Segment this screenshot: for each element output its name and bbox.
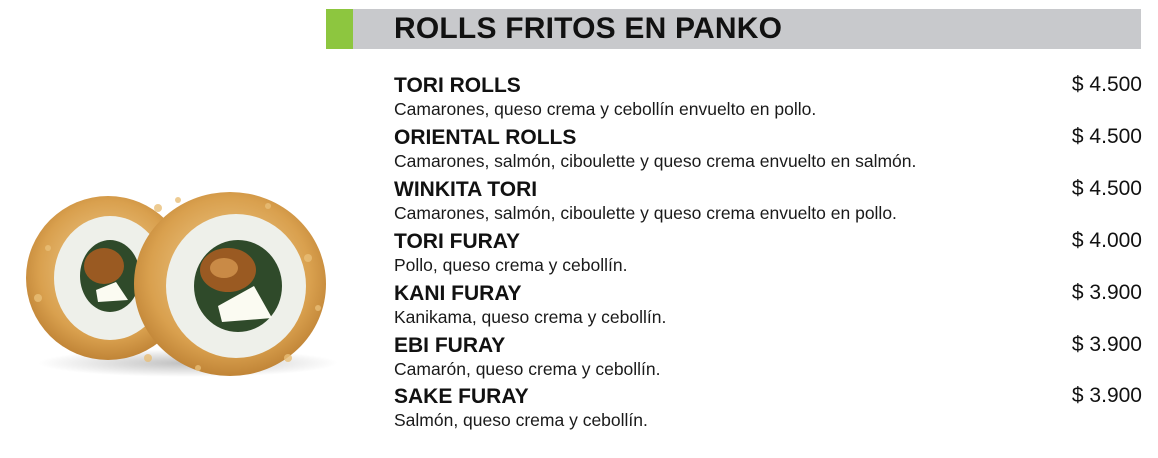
item-price: $ 3.900 bbox=[1071, 281, 1142, 304]
menu-item bbox=[394, 73, 1142, 125]
menu-item bbox=[394, 229, 1142, 281]
item-price: $ 4.500 bbox=[1071, 125, 1142, 148]
sushi-roll-icon bbox=[18, 178, 338, 378]
item-name: TORI ROLLS bbox=[394, 74, 521, 97]
item-name: ORIENTAL ROLLS bbox=[394, 126, 577, 149]
item-description: Salmón, queso crema y cebollín. bbox=[394, 410, 648, 430]
menu-item bbox=[394, 281, 1142, 333]
item-name: WINKITA TORI bbox=[394, 178, 538, 201]
menu-item bbox=[394, 384, 1142, 436]
item-description: Kanikama, queso crema y cebollín. bbox=[394, 307, 667, 327]
item-name: KANI FURAY bbox=[394, 282, 522, 305]
sushi-roll-image bbox=[18, 178, 338, 378]
menu-item bbox=[394, 333, 1142, 385]
item-price: $ 4.500 bbox=[1071, 73, 1142, 96]
section-title: ROLLS FRITOS EN PANKO bbox=[394, 12, 783, 45]
item-name: EBI FURAY bbox=[394, 334, 506, 357]
item-description: Camarón, queso crema y cebollín. bbox=[394, 359, 661, 379]
item-price: $ 4.500 bbox=[1071, 177, 1142, 200]
item-description: Pollo, queso crema y cebollín. bbox=[394, 255, 628, 275]
item-description: Camarones, salmón, ciboulette y queso crema envuelto en salmón. bbox=[394, 151, 917, 171]
menu-item bbox=[394, 125, 1142, 177]
item-price: $ 3.900 bbox=[1071, 384, 1142, 407]
item-description: Camarones, queso crema y cebollín envuelto en pollo. bbox=[394, 99, 817, 119]
menu-item bbox=[394, 177, 1142, 229]
section-header bbox=[326, 9, 1141, 49]
item-name: TORI FURAY bbox=[394, 230, 521, 253]
item-name: SAKE FURAY bbox=[394, 385, 529, 408]
item-price: $ 4.000 bbox=[1071, 229, 1142, 252]
header-accent bbox=[326, 9, 353, 49]
item-price: $ 3.900 bbox=[1071, 333, 1142, 356]
item-description: Camarones, salmón, ciboulette y queso crema envuelto en pollo. bbox=[394, 203, 897, 223]
